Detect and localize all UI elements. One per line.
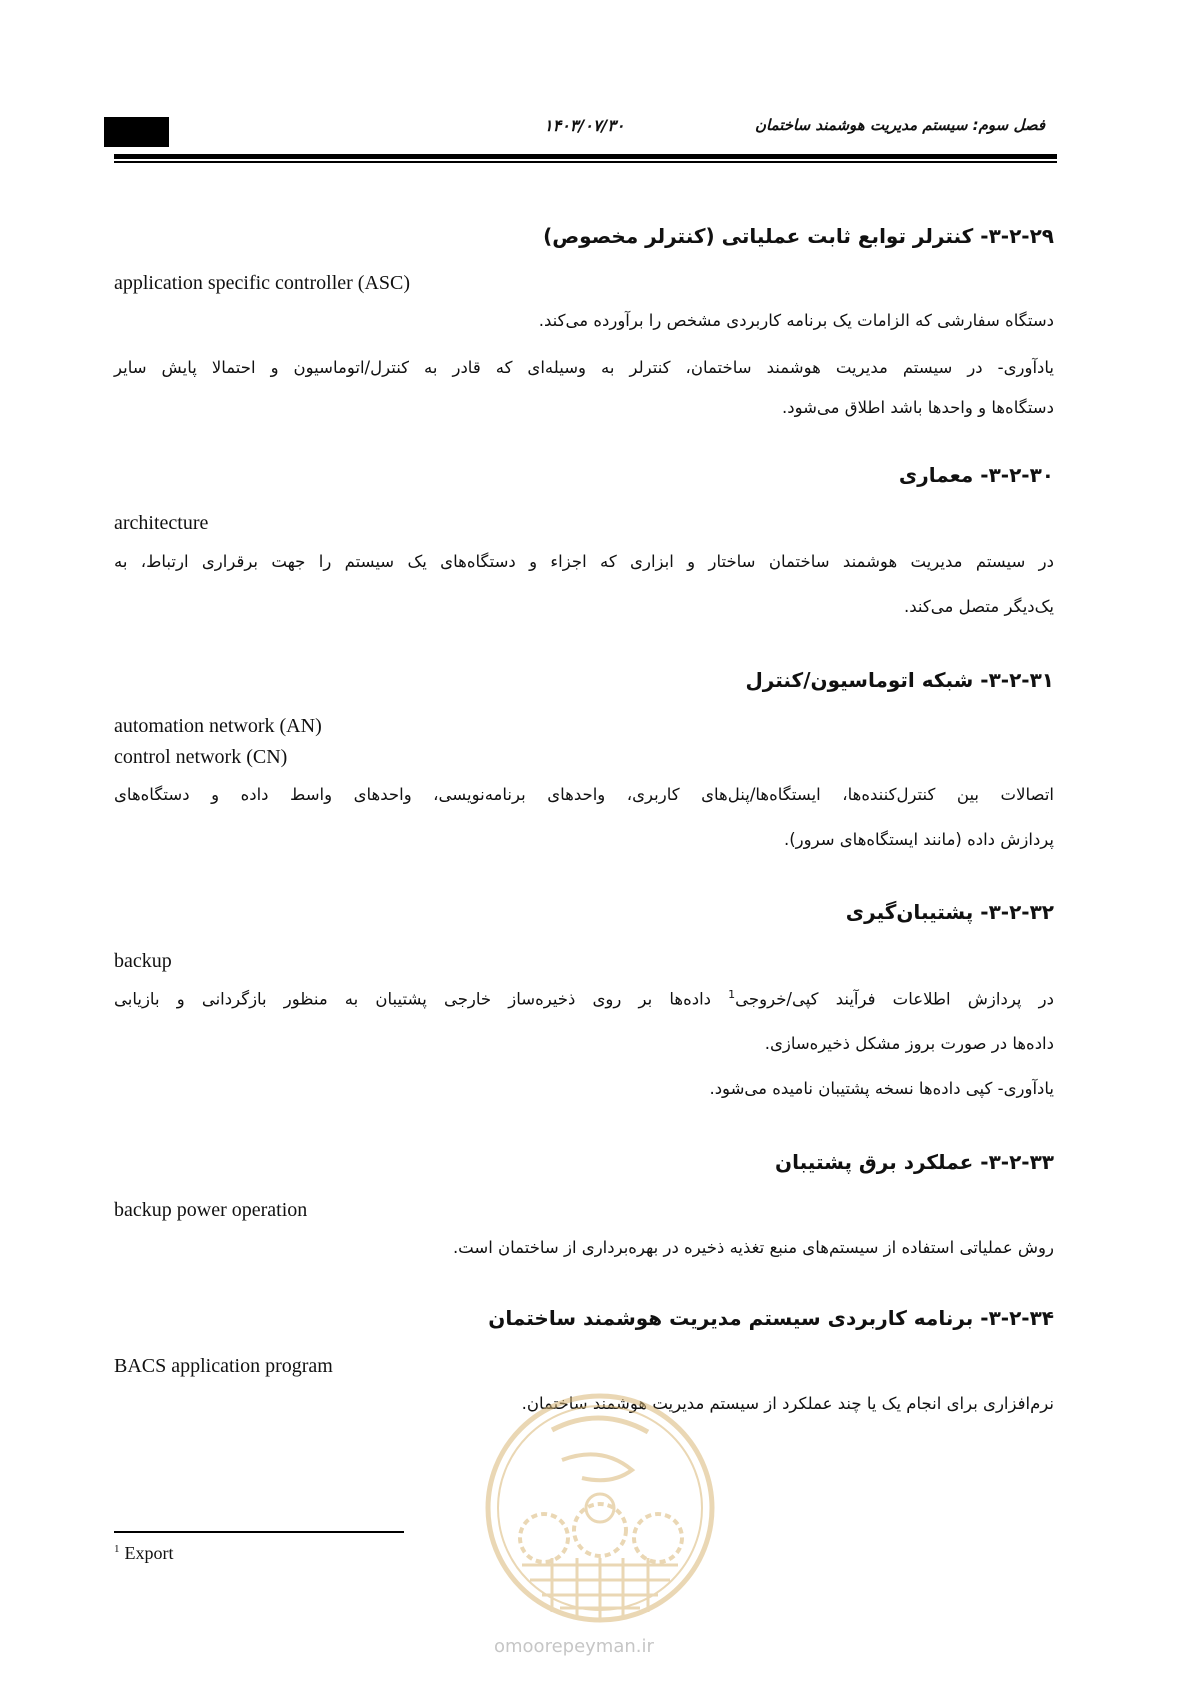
english-term: control network (CN) — [114, 746, 288, 768]
english-term: architecture — [114, 512, 209, 534]
definition-line: نرم‌افزاری برای انجام یک یا چند عملکرد از سیستم مدیریت هوشمند ساختمان. — [521, 1394, 1054, 1413]
header-rule-thick — [114, 154, 1057, 159]
section-heading: ۳-۲-۳۳- عملکرد برق پشتیبان — [775, 1150, 1054, 1174]
text-segment: در پردازش اطلاعات فرآیند کپی/خروجی — [735, 989, 1054, 1009]
definition-line: روش عملیاتی استفاده از سیستم‌های منبع تغذیه ذخیره در بهره‌برداری از ساختمان است. — [452, 1238, 1054, 1257]
section-heading: ۳-۲-۳۲- پشتیبان‌گیری — [845, 900, 1054, 924]
definition-line: دستگاه‌ها و واحدها باشد اطلاق می‌شود. — [781, 398, 1054, 417]
definition-line: داده‌ها در صورت بروز مشکل ذخیره‌سازی. — [764, 1034, 1054, 1053]
english-term: backup power operation — [114, 1199, 308, 1221]
header-chapter-title: فصل سوم: سیستم مدیریت هوشمند ساختمان — [755, 116, 1045, 134]
english-term: application specific controller (ASC) — [114, 272, 411, 294]
definition-line: یک‌دیگر متصل می‌کند. — [904, 597, 1054, 616]
definition-line: پردازش داده (مانند ایستگاه‌های سرور). — [783, 830, 1054, 849]
section-heading: ۳-۲-۲۹- کنترلر توابع ثابت عملیاتی (کنترلر مخصوص) — [543, 224, 1054, 248]
footnote — [114, 1543, 174, 1564]
section-heading: ۳-۲-۳۴- برنامه کاربردی سیستم مدیریت هوشمند ساختمان — [488, 1306, 1054, 1330]
english-term: BACS application program — [114, 1355, 333, 1377]
definition-line: اتصالات بین کنترل‌کننده‌ها، ایستگاه‌ها/پنل‌های کاربری، واحدهای برنامه‌نویسی، واحدهای واسط داده و دستگاه‌های — [114, 785, 1054, 804]
footnote-number: 1 — [114, 1543, 120, 1555]
footnote-text: Export — [124, 1543, 174, 1563]
footnote-separator — [114, 1531, 404, 1533]
page-number-box — [104, 117, 169, 147]
header-date: ۱۴۰۳/۰۷/۳۰ — [544, 116, 625, 135]
english-term: automation network (AN) — [114, 715, 322, 737]
definition-line-with-footnote — [114, 988, 1054, 1009]
definition-line: یادآوری- کپی داده‌ها نسخه پشتیبان نامیده می‌شود. — [709, 1079, 1054, 1098]
watermark-seal-icon — [482, 1390, 718, 1626]
english-term: backup — [114, 950, 172, 972]
section-heading: ۳-۲-۳۰- معماری — [898, 463, 1054, 487]
footnote-reference: 1 — [728, 988, 736, 1001]
watermark-url: omoorepeyman.ir — [494, 1636, 654, 1657]
text-segment: داده‌ها بر روی ذخیره‌ساز خارجی پشتیبان به منظور بازگردانی و بازیابی — [114, 989, 729, 1009]
definition-line: دستگاه سفارشی که الزامات یک برنامه کاربردی مشخص را برآورده می‌کند. — [538, 311, 1054, 330]
definition-line: یادآوری- در سیستم مدیریت هوشمند ساختمان، کنترلر به وسیله‌ای که قادر به کنترل/اتوماسیون و احتمالا پایش سایر — [114, 358, 1054, 377]
header-rule-thin — [114, 161, 1057, 163]
definition-line: در سیستم مدیریت هوشمند ساختمان ساختار و ابزاری که اجزاء و دستگاه‌های یک سیستم را جهت برقراری ارتباط، به — [114, 552, 1054, 571]
section-heading: ۳-۲-۳۱- شبکه اتوماسیون/کنترل — [745, 668, 1054, 692]
